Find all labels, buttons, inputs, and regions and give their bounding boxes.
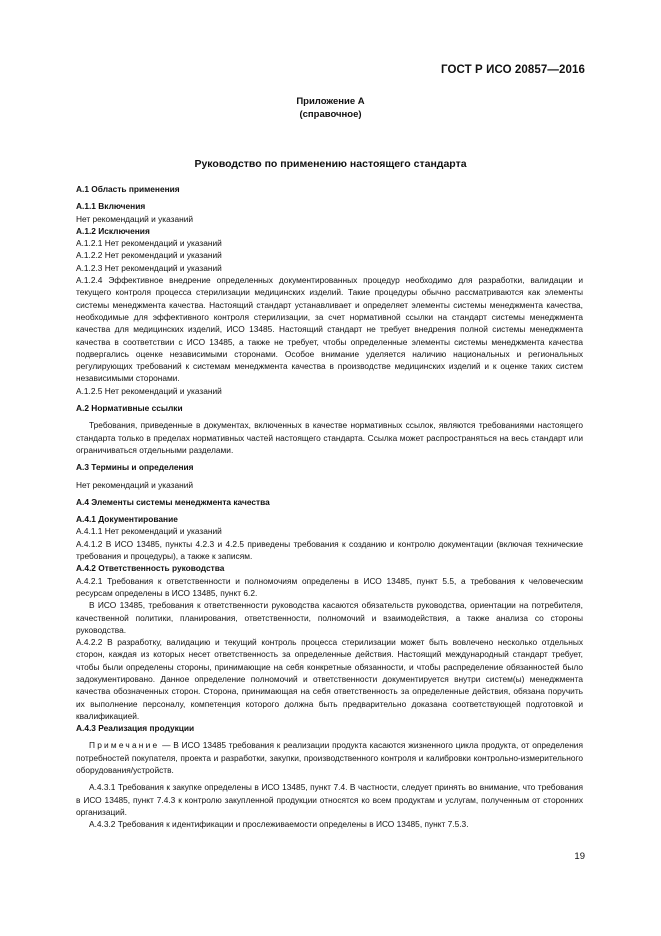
paragraph: А.4.1.2 В ИСО 13485, пункты 4.2.3 и 4.2.5 приведены требования к созданию и контролю документации (включая технические требования и процедуры), а также к записям. — [76, 538, 583, 562]
paragraph: Нет рекомендаций и указаний — [76, 213, 194, 224]
paragraph: А.1.2.1 Нет рекомендаций и указаний — [76, 238, 222, 249]
paragraph: А.1.2.3 Нет рекомендаций и указаний — [76, 262, 222, 273]
note-paragraph — [76, 739, 583, 776]
document-body — [76, 183, 583, 831]
paragraph: А.4.2.2 В разработку, валидацию и текущий контроль процесса стерилизации может быть вовлечено несколько отдельных сторон, каждая из которых несет ответственность за определенные действия. Настоящий международный стандарт требует, чтобы были определены стороны, принимающие на себя конкретные обязанности, и чтобы распределение обязанностей было задокументировано. Данное определение полномочий и ответственности документируется внутри систем(ы) менеджмента качества обозначенных сторон. Сторона, принимающая на себя ответственность за определенные действия, обязана поручить их выполнение персоналу, компетенция которого должна быть предварительно доказана соответствующей подготовкой и квалификацией. — [76, 637, 583, 721]
note-label: Примечание — [89, 740, 160, 751]
paragraph: А.1.2.5 Нет рекомендаций и указаний — [76, 385, 222, 396]
annex-type: (справочное) — [299, 109, 362, 120]
section-heading: А.4 Элементы системы менеджмента качества — [76, 496, 270, 507]
paragraph: А.4.3.2 Требования к идентификации и прослеживаемости определены в ИСО 13485, пункт 7.5.3. — [89, 819, 469, 830]
paragraph: А.1.2.2 Нет рекомендаций и указаний — [76, 250, 222, 261]
paragraph: Нет рекомендаций и указаний — [76, 479, 194, 490]
paragraph: А.4.2.1 Требования к ответственности и полномочиям определены в ИСО 13485, пункт 5.5, а требования к человеческим ресурсам определены в ИСО 13485, пункт 6.2. — [76, 575, 583, 598]
subsection-heading: А.1.2 Исключения — [76, 225, 150, 236]
subsection-heading: А.4.2 Ответственность руководства — [76, 563, 225, 574]
section-heading: А.1 Область применения — [76, 184, 180, 194]
subsection-heading: А.4.3 Реализация продукции — [76, 723, 195, 734]
subsection-heading: А.4.1 Документирование — [76, 514, 178, 525]
page-number: 19 — [574, 851, 585, 862]
paragraph: А.1.2.4 Эффективное внедрение определенных документированных процедур необходимо для разработки, валидации и текущего контроля процесса стерилизации медицинских изделий. Такие процедуры обычно рассматриваются как элементы системы менеджмента качества. Настоящий стандарт устанавливает и определяет элементы системы менеджмента качества, необходимые для эффективного контроля стерилизации, за счет нормативной ссылки на стандарт системы менеджмента качества для медицинских изделий, ИСО 13485. Настоящий стандарт не требует внедрения полной системы менеджмента качества в соответствии с ИСО 13485, а также не требует, чтобы определенные элементы системы менеджмента качества подвергались оценке независимыми сторонами. Особое внимание уделяется наличию национальных и региональных регулирующих требований к системам менеджмента качества в производстве медицинских изделий и к оценке таких систем независимыми сторонами. — [76, 275, 583, 384]
paragraph: А.4.3.1 Требования к закупке определены в ИСО 13485, пункт 7.4. В частности, следует принять во внимание, что требования в ИСО 13485, пункт 7.4.3 к контролю закупленной продукции относятся ко всем продуктам и услугам, полученным от сторонних организаций. — [76, 782, 583, 817]
paragraph: В ИСО 13485, требования к ответственности руководства касаются обязательств руководства, ориентации на потребителя, качественной политики, планирования, ответственности, полномочий и взаимодействия, а также анализа со стороны руководства. — [76, 600, 583, 635]
section-heading: А.2 Нормативные ссылки — [76, 403, 183, 414]
subsection-heading: А.1.1 Включения — [76, 201, 146, 212]
paragraph: Требования, приведенные в документах, включенных в качестве нормативных ссылок, являются требованиями настоящего стандарта только в пределах нормативных частей настоящего стандарта. Ссылка может распространяться на весь стандарт или ограничиваться отдельными разделами. — [76, 420, 583, 455]
paragraph: А.4.1.1 Нет рекомендаций и указаний — [76, 526, 222, 537]
annex-label: Приложение А — [296, 96, 365, 107]
page-title: Руководство по применению настоящего стандарта — [194, 158, 467, 170]
section-heading: А.3 Термины и определения — [76, 462, 194, 473]
note-text: — В ИСО 13485 требования к реализации продукта касаются жизненного цикла продукта, от определения потребностей покупателя, проекта и разработки, закупки, производственного контроля и калибровки контрольно-измерительного оборудования/устройств. — [76, 740, 583, 776]
document-id-header: ГОСТ Р ИСО 20857—2016 — [440, 64, 585, 76]
